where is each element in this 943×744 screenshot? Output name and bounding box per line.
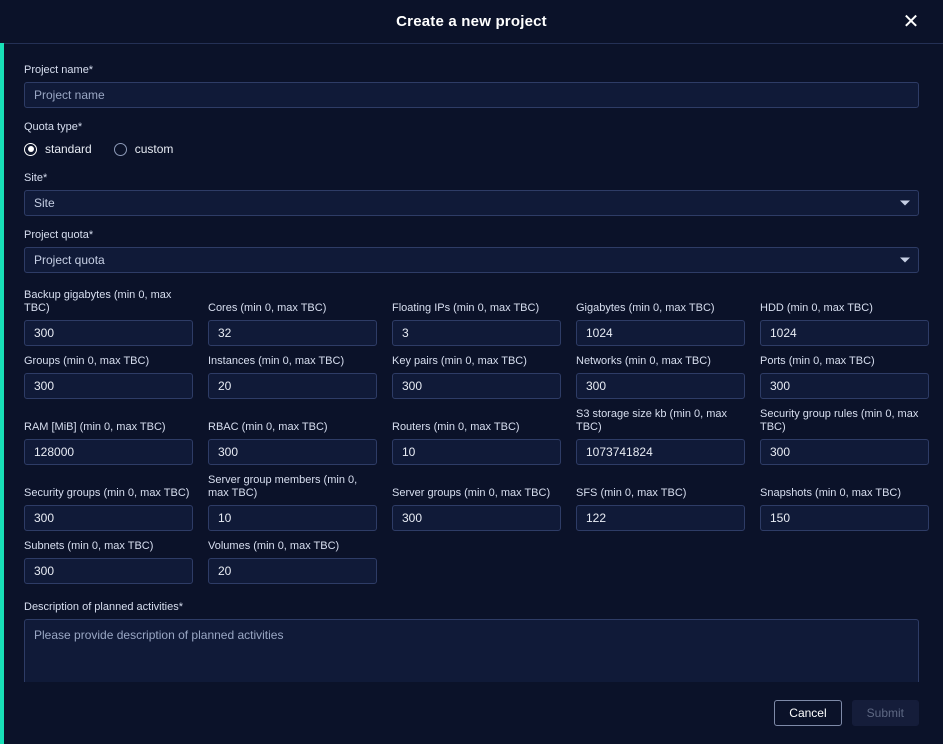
site-select[interactable]: Site	[24, 190, 919, 216]
quota-field-input[interactable]	[208, 439, 377, 465]
quota-field	[24, 540, 193, 584]
quota-field	[392, 408, 561, 465]
quota-field-input[interactable]	[760, 439, 929, 465]
quota-field	[576, 289, 745, 346]
quota-field-input[interactable]	[24, 320, 193, 346]
quota-field-label: HDD (min 0, max TBC)	[760, 302, 873, 314]
quota-field-input[interactable]	[760, 505, 929, 531]
quota-field	[208, 289, 377, 346]
quota-field-input[interactable]	[24, 439, 193, 465]
quota-field-label: Networks (min 0, max TBC)	[576, 355, 711, 367]
quota-field	[576, 355, 745, 399]
quota-field-label: Cores (min 0, max TBC)	[208, 302, 327, 314]
quota-field	[24, 474, 193, 531]
quota-field	[208, 408, 377, 465]
quota-type-label: Quota type*	[24, 121, 83, 133]
quota-field-label: Routers (min 0, max TBC)	[392, 421, 520, 433]
quota-field-input[interactable]	[24, 505, 193, 531]
quota-field-input[interactable]	[576, 505, 745, 531]
quota-field-input[interactable]	[760, 320, 929, 346]
quota-field-label: Subnets (min 0, max TBC)	[24, 540, 154, 552]
quota-field	[576, 408, 745, 465]
quota-field	[24, 355, 193, 399]
quota-field-label: S3 storage size kb (min 0, max TBC)	[576, 408, 728, 433]
quota-field	[392, 474, 561, 531]
quota-field-label: Snapshots (min 0, max TBC)	[760, 487, 902, 499]
quota-field	[24, 289, 193, 346]
radio-standard[interactable]	[24, 143, 37, 156]
quota-field-label: Server groups (min 0, max TBC)	[392, 487, 551, 499]
site-label: Site*	[24, 172, 48, 184]
quota-field-label: Key pairs (min 0, max TBC)	[392, 355, 527, 367]
quota-field-label: Security groups (min 0, max TBC)	[24, 487, 190, 499]
quota-field	[392, 289, 561, 346]
quota-field-label: Server group members (min 0, max TBC)	[208, 474, 358, 499]
quota-field	[576, 474, 745, 531]
quota-field	[760, 355, 929, 399]
description-field-group	[24, 601, 919, 682]
quota-field-label: Backup gigabytes (min 0, max TBC)	[24, 289, 172, 314]
project-quota-label: Project quota*	[24, 229, 94, 241]
quota-field-input[interactable]	[392, 373, 561, 399]
project-quota-select-wrap	[24, 247, 919, 273]
quota-field-label: RBAC (min 0, max TBC)	[208, 421, 328, 433]
quota-field-label: Volumes (min 0, max TBC)	[208, 540, 340, 552]
quota-field-label: RAM [MiB] (min 0, max TBC)	[24, 421, 166, 433]
quota-field-input[interactable]	[576, 439, 745, 465]
quota-field-input[interactable]	[392, 505, 561, 531]
quota-type-radio-group	[24, 139, 919, 159]
project-name-input[interactable]	[24, 82, 919, 108]
dialog-header	[0, 0, 943, 44]
quota-field-input[interactable]	[760, 373, 929, 399]
project-name-label: Project name*	[24, 64, 94, 76]
quota-field-label: Security group rules (min 0, max TBC)	[760, 408, 919, 433]
quota-field-label: Ports (min 0, max TBC)	[760, 355, 875, 367]
quota-type-field-group	[24, 121, 919, 159]
quota-field-input[interactable]	[208, 505, 377, 531]
quota-field	[208, 474, 377, 531]
project-quota-field-group	[24, 229, 919, 273]
quota-field-input[interactable]	[208, 320, 377, 346]
quota-field	[208, 355, 377, 399]
quota-field	[392, 355, 561, 399]
description-label: Description of planned activities*	[24, 601, 183, 613]
quota-field-input[interactable]	[392, 439, 561, 465]
quota-field	[760, 474, 929, 531]
dialog-footer	[0, 682, 943, 744]
project-quota-select[interactable]: Project quota	[24, 247, 919, 273]
close-icon[interactable]: ✕	[899, 10, 923, 34]
accent-bar	[0, 43, 4, 744]
site-select-wrap	[24, 190, 919, 216]
quota-field	[208, 540, 377, 584]
quota-fields-grid	[24, 289, 919, 584]
quota-field-label: Groups (min 0, max TBC)	[24, 355, 150, 367]
quota-field-input[interactable]	[24, 558, 193, 584]
submit-button[interactable]: Submit	[852, 700, 919, 726]
quota-field	[760, 289, 929, 346]
quota-field-label: Floating IPs (min 0, max TBC)	[392, 302, 540, 314]
quota-field	[24, 408, 193, 465]
quota-field-input[interactable]	[576, 373, 745, 399]
dialog-body	[0, 44, 943, 682]
quota-field-label: Gigabytes (min 0, max TBC)	[576, 302, 715, 314]
project-name-field-group	[24, 64, 919, 108]
quota-field-input[interactable]	[24, 373, 193, 399]
radio-custom[interactable]	[114, 143, 127, 156]
radio-custom-label[interactable]: custom	[134, 142, 174, 156]
quota-field-input[interactable]	[576, 320, 745, 346]
quota-field-input[interactable]	[208, 558, 377, 584]
site-field-group	[24, 172, 919, 216]
quota-field-input[interactable]	[392, 320, 561, 346]
radio-standard-label[interactable]: standard	[45, 142, 92, 156]
page-title: Create a new project	[396, 13, 547, 30]
quota-field-label: Instances (min 0, max TBC)	[208, 355, 345, 367]
description-textarea[interactable]	[24, 619, 919, 682]
quota-field-input[interactable]	[208, 373, 377, 399]
quota-field-label: SFS (min 0, max TBC)	[576, 487, 687, 499]
cancel-button[interactable]: Cancel	[774, 700, 841, 726]
quota-field	[760, 408, 929, 465]
